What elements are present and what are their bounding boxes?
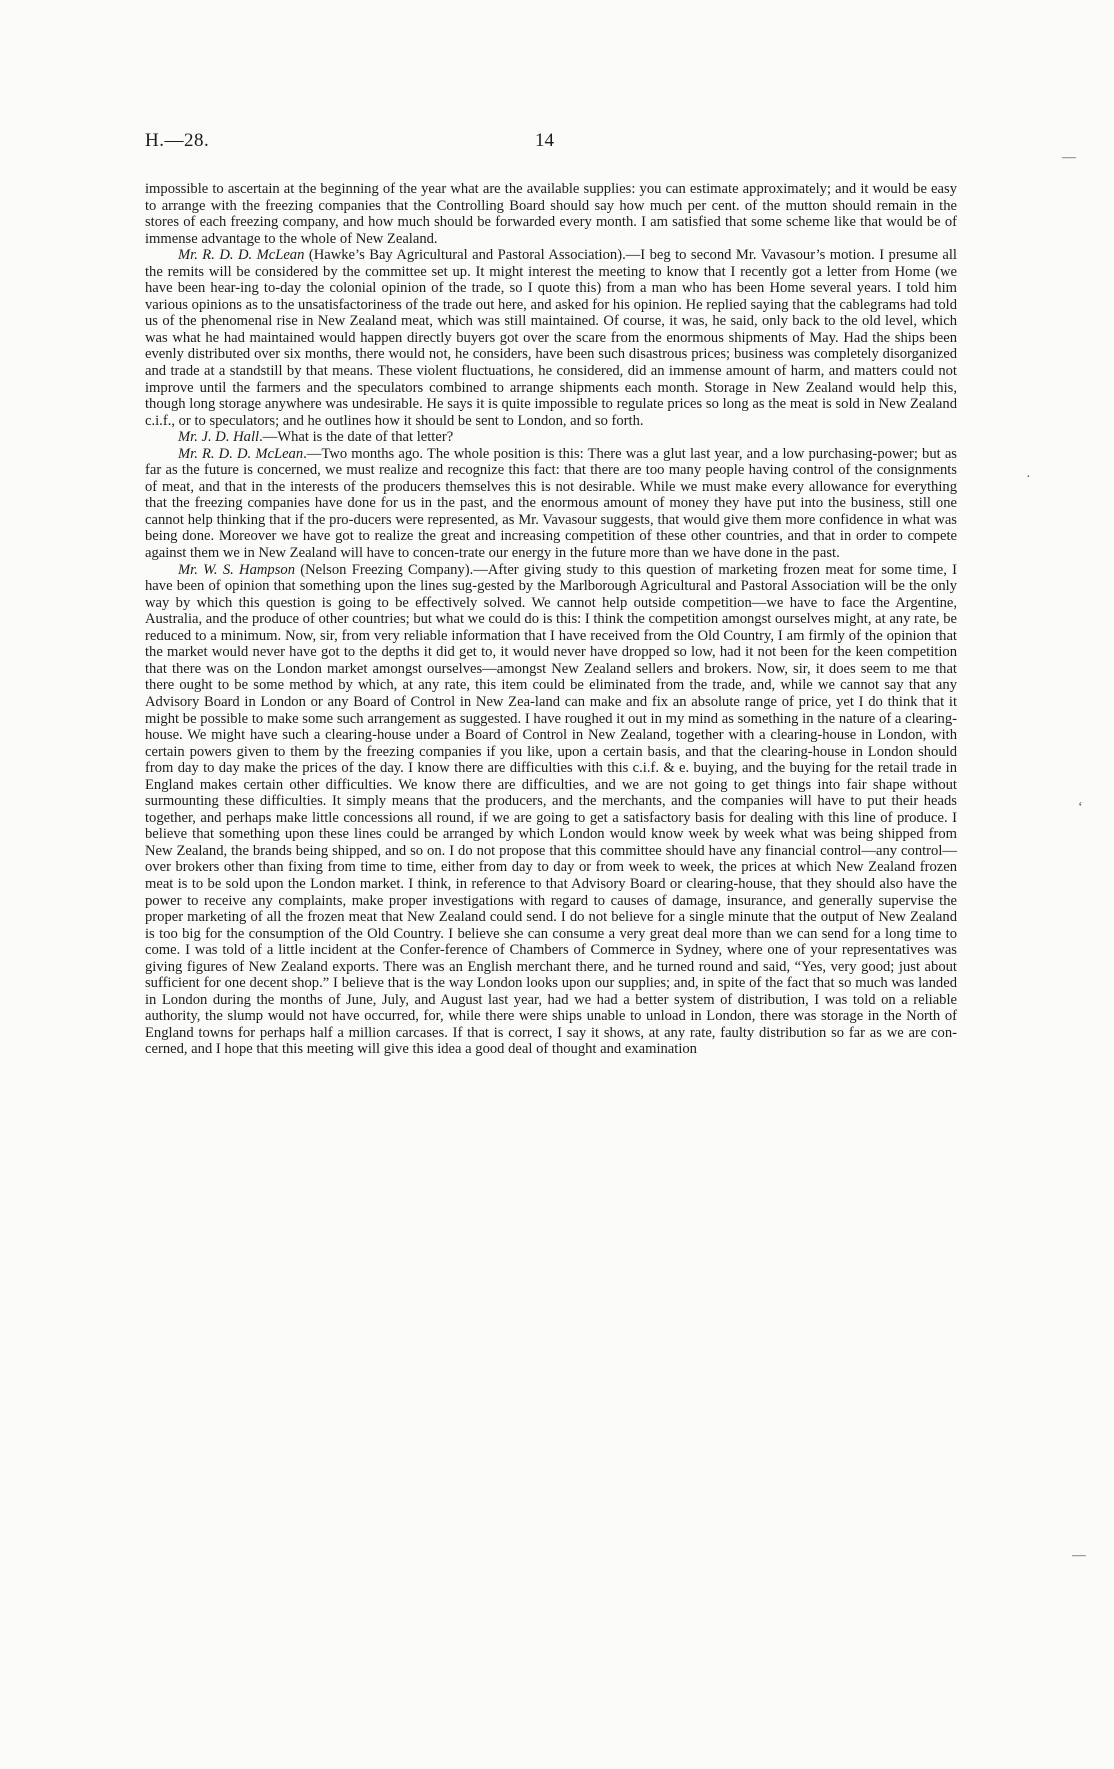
margin-mark: ·	[1026, 470, 1031, 485]
paragraph-text: (Hawke’s Bay Agricultural and Pastoral Association).—I beg to second Mr. Vavasour’s motion. I presume all the remits will be considered by the committee set up. It might interest the meeting to know that I recently got a letter from Home (we have been hear-ing to-day the colonial opinion of the trade, so I quote this) from a man who has been Home several years. I told him various opinions as to the unsatisfactoriness of the trade out here, and asked for his opinion. He replied saying that the cablegrams had told us of the phenomenal rise in New Zealand meat, which was still maintained. Of course, it was, he said, only back to the old level, which was what he had maintained would happen directly buyers got over the scare from the enormous shipments of May. Had the ships been evenly distributed over six months, there would not, he considers, have been such disastrous prices; business was completely disorganized and trade at a standstill by that means. These violent fluctuations, he considered, did an immense amount of harm, and matters could not improve until the farmers and the speculators combined to arrange shipments each month. Storage in New Zealand would help this, though long storage anywhere was undesirable. He says it is quite impossible to regulate prices so long as the meat is sold in New Zealand c.i.f., or to speculators; and he outlines how it should be sent to London, and so forth.	[145, 247, 957, 429]
body-text	[145, 181, 957, 1058]
paragraph-text: .—What is the date of that letter?	[259, 429, 454, 446]
paragraph	[145, 429, 957, 446]
page-number: 14	[535, 130, 554, 151]
margin-mark: —	[1062, 150, 1076, 165]
paragraph-text: impossible to ascertain at the beginning of the year what are the available supplies: you can estimate approximately; and it would be easy to arrange with the freezing companies that the Controlling Board should say how much per cent. of the mutton should remain in the stores of each freezing company, and how much should be forwarded every month. I am satisfied that some scheme like that would be of immense advantage to the whole of New Zealand.	[145, 181, 957, 247]
page-header	[145, 130, 957, 154]
document-reference: H.—28.	[145, 130, 210, 151]
paragraph-text: .—Two months ago. The whole position is this: There was a glut last year, and a low purchasing-power; but as far as the future is concerned, we must realize and recognize this fact: that there are too many people having control of the consignments of meat, and that in the interests of the producers themselves this is not desirable. While we must make every allowance for everything that the freezing companies have done for us in the past, and the enormous amount of money they have put into the business, still one cannot help thinking that if the pro-ducers were represented, as Mr. Vavasour suggests, that would give them more confidence in what was being done. Moreover we have got to realize the great and increasing competition of these other countries, and that in order to compete against them we in New Zealand will have to concen-trate our energy in the future more than we have done in the past.	[145, 445, 957, 562]
paragraph	[145, 181, 957, 247]
margin-mark: ‘	[1078, 800, 1083, 815]
paragraph	[145, 562, 957, 1058]
speaker-name: Mr. J. D. Hall	[178, 429, 260, 446]
speaker-name: Mr. W. S. Hampson	[178, 561, 295, 578]
speaker-name: Mr. R. D. D. McLean	[178, 247, 305, 264]
paragraph-text: (Nelson Freezing Company).—After giving study to this question of marketing frozen meat for some time, I have been of opinion that something upon the lines sug-gested by the Marlborough Agricultural and Pastoral Association will be the only way by which this question is going to be effectively solved. We cannot help outside competition—we have to face the Argentine, Australia, and the produce of other countries; but what we could do is this: I think the competition amongst ourselves might, at any rate, be reduced to a minimum. Now, sir, from very reliable information that I have received from the Old Country, I am firmly of the opinion that the market would never have got to the depths it did get to, it would never have dropped so low, had it not been for the keen competition that there was on the London market amongst ourselves—amongst New Zealand sellers and brokers. Now, sir, it does seem to me that there ought to be some method by which, at any rate, this item could be eliminated from the trade, and, while we cannot say that any Advisory Board in London or any Board of Control in New Zea-land can make and fix an absolute range of price, yet I do think that it might be possible to make some such arrangement as suggested. I have roughed it out in my mind as something in the nature of a clearing-house. We might have such a clearing-house under a Board of Control in New Zealand, together with a clearing-house in London, with certain powers given to them by the freezing companies if you like, upon a certain basis, and that the clearing-house in London should from day to day make the prices of the day. I know there are difficulties with this c.i.f. & e. buying, and the buying for the retail trade in England makes certain other difficulties. We know there are difficulties, and we are not going to get things into fair shape without surmounting these difficulties. It simply means that the producers, and the merchants, and the companies will have to put their heads together, and perhaps make little concessions all round, if we are going to get a satisfactory basis for dealing with this line of produce. I believe that something upon these lines could be arranged by which London would know week by week what was being shipped from New Zealand, the brands being shipped, and so on. I do not propose that this committee should have any financial control—any control—over brokers other than fixing from time to time, either from day to day or from week to week, the prices at which New Zealand frozen meat is to be sold upon the London market. I think, in reference to that Advisory Board or clearing-house, that they should also have the power to receive any complaints, make proper investigations with regard to causes of damage, insurance, and generally supervise the proper marketing of all the frozen meat that New Zealand could send. I do not believe for a single minute that the output of New Zealand is too big for the consumption of the Old Country. I believe she can consume a very great deal more than we can send for a long time to come. I was told of a little incident at the Confer-ference of Chambers of Commerce in Sydney, where one of your representatives was giving figures of New Zealand exports. There was an English merchant there, and he turned round and said, “Yes, very good; just about sufficient for one decent shop.” I believe that is the way London looks upon our supplies; and, in spite of the fact that so much was landed in London during the months of June, July, and August last year, had we had a better system of distribution, I was told on a reliable authority, the slump would not have occurred, for, while there were ships unable to unload in London, there was storage in the North of England towns for perhaps half a million carcases. If that is correct, I say it shows, at any rate, faulty distribution so far as we are con-cerned, and I hope that this meeting will give this idea a good deal of thought and examination	[145, 561, 958, 1058]
paragraph	[145, 247, 957, 429]
margin-mark: —	[1072, 1548, 1086, 1563]
paragraph	[145, 446, 957, 562]
speaker-name: Mr. R. D. D. McLean	[178, 445, 304, 462]
